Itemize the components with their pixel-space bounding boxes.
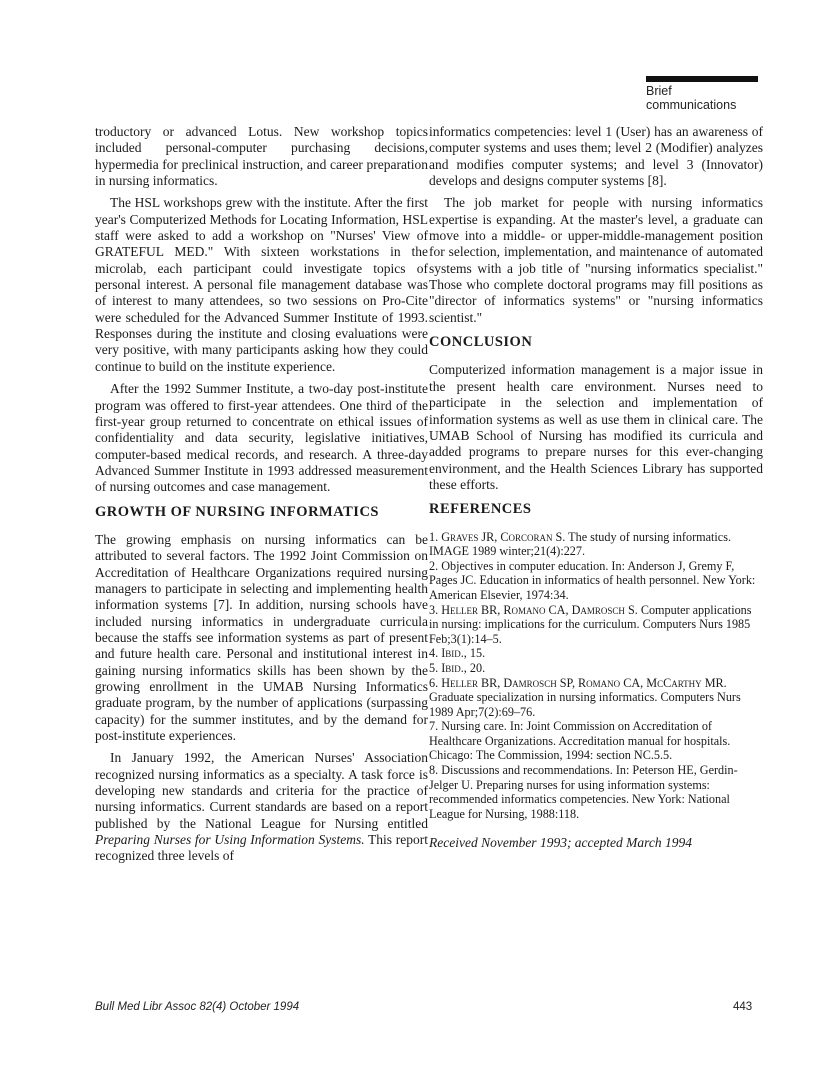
paragraph: Computerized information management is a major issue in the present health care environment. Nurses need to participate in the selection and implementation of information systems as well as use them in clinical care. The UMAB School of Nursing has modified its curricula and added programs to prepare nurses for this ever-changing environment, and the Health Sciences Library has supported these efforts.: [429, 362, 763, 492]
paragraph: The job market for people with nursing informatics expertise is expanding. At the master's level, a graduate can move into a middle- or upper-middle-management position for selection, implementation, and maintenance of automated systems with a job title of "nursing informatics specialist." Those who complete doctoral programs may fill positions as "director of informatics systems" or "nursing informatics scientist.": [429, 195, 763, 325]
paragraph: After the 1992 Summer Institute, a two-day post-institute program was offered to first-year attendees. One third of the first-year group returned to concentrate on ethical issues of confidentiality and data security, legislative initiatives, computer-based medical records, and research. A three-day Advanced Summer Institute in 1993 addressed measurement of nursing outcomes and case management.: [95, 381, 428, 495]
section-heading-conclusion: CONCLUSION: [429, 334, 533, 351]
reference-item: 3. Heller BR, Romano CA, Damrosch S. Computer applications in nursing: implications for the curriculum. Computers Nurs 1985 Feb;3(1):14–5.: [429, 602, 752, 646]
header-rule: [646, 76, 758, 82]
paragraph: informatics competencies: level 1 (User) has an awareness of computer systems and uses them; level 2 (Modifier) analyzes and modifies computer systems; and level 3 (Innovator) develops and designs computer systems [8].: [429, 124, 763, 189]
reference-item: 6. Heller BR, Damrosch SP, Romano CA, McCarthy MR. Graduate specialization in nursing informatics. Computers Nurs 1989 Apr;7(2):69–76.: [429, 675, 741, 719]
paragraph: [95, 750, 428, 864]
left-column: [95, 124, 428, 871]
page-number: 443: [733, 1001, 753, 1013]
reference-item: 8. Discussions and recommendations. In: Peterson HE, Gerdin-Jelger U. Preparing nurses for using information systems: recommended informatics competencies. New York: National League for Nursing, 1988:118.: [429, 763, 738, 821]
received-date: Received November 1993; accepted March 1994: [429, 835, 693, 851]
reference-item: 7. Nursing care. In: Joint Commission on Accreditation of Healthcare Organizations. Accreditation manual for hospitals. Chicago: The Commission, 1994: section NC.5.5.: [429, 719, 731, 763]
section-heading-growth: GROWTH OF NURSING INFORMATICS: [95, 503, 379, 520]
paragraph-text: In January 1992, the American Nurses' Association recognized nursing informatics as a specialty. A task force is developing new standards and criteria for the practice of nursing informatics. Current standards are based on a report published by the National League for Nursing entitled: [95, 750, 428, 831]
reference-item: 2. Objectives in computer education. In: Anderson J, Gremy F, Pages JC. Education in informatics of health personnel. New York: American Elsevier, 1974:34.: [429, 558, 756, 602]
report-title: Preparing Nurses for Using Information Systems.: [95, 832, 365, 848]
paragraph: troductory or advanced Lotus. New workshop topics included personal-computer purchasing decisions, hypermedia for preclinical instruction, and career preparation in nursing informatics.: [95, 124, 428, 189]
reference-item: 1. Graves JR, Corcoran S. The study of nursing informatics. IMAGE 1989 winter;21(4):227.: [429, 529, 731, 559]
paragraph-text: This report recognized three levels of: [95, 832, 428, 864]
reference-item: 4. Ibid., 15.: [429, 646, 486, 661]
reference-list: [429, 530, 763, 822]
paragraph: The growing emphasis on nursing informatics can be attributed to several factors. The 1992 Joint Commission on Accreditation of Healthcare Organizations required nursing managers to participate in selecting and implementing health information systems [7]. In addition, nursing schools have included nursing informatics in undergraduate curricula because the staffs see information systems as part of present and future health care. Personal and institutional interest in gaining nursing informatics skills has been shown by the growing enrollment in the UMAB Nursing Informatics graduate program, by the number of applications (surpassing capacity) for the summer institutes, and by the demand for post-institute experiences.: [95, 531, 428, 744]
journal-citation: Bull Med Libr Assoc 82(4) October 1994: [95, 1001, 300, 1013]
section-heading-references: REFERENCES: [429, 501, 532, 518]
right-column: [429, 124, 763, 852]
paragraph: The HSL workshops grew with the institute. After the first year's Computerized Methods for Locating Information, HSL staff were asked to add a workshop on "Nurses' View of GRATEFUL MED." With sixteen workstations in the microlab, each participant could investigate topics of personal interest. A personal file management database was of interest to many attendees, so two sessions on Pro-Cite were scheduled for the Advanced Summer Institute of 1993. Responses during the institute and closing evaluations were very positive, with many participants asking how they could continue to build on the institute experience.: [95, 195, 428, 374]
section-label: Brief communications: [646, 84, 737, 112]
reference-item: 5. Ibid., 20.: [429, 660, 486, 675]
